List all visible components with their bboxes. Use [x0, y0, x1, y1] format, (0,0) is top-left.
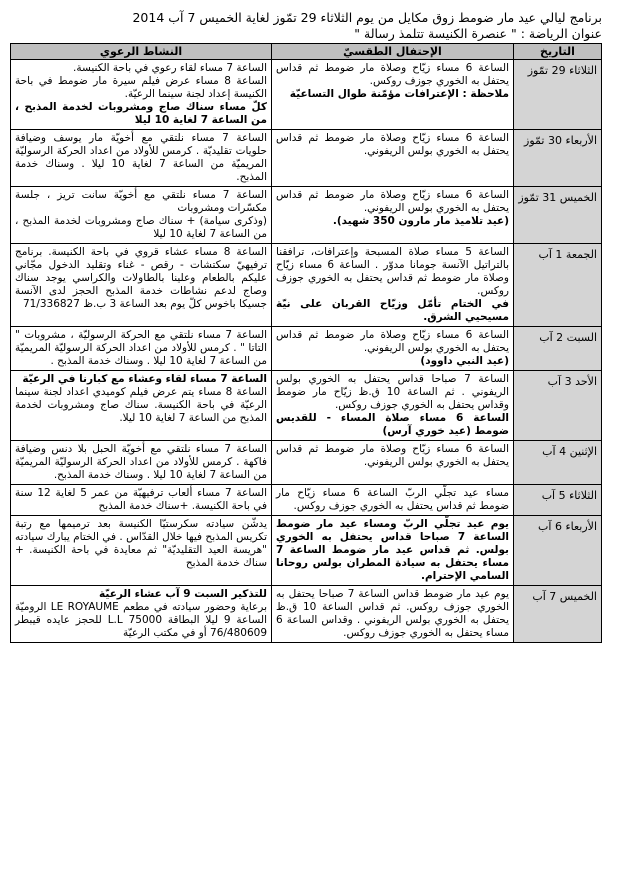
- liturgy-cell: [272, 371, 514, 441]
- table-row: [11, 244, 602, 327]
- table-row: [11, 485, 602, 516]
- row-date: الخميس 31 تمّوز: [514, 187, 602, 244]
- activity-cell: [11, 586, 272, 643]
- document-title: برنامج ليالي عيد مار ضومط زوق مكايل من يوم الثلاثاء 29 تمّوز لغاية الخميس 7 آب 2014: [132, 10, 602, 25]
- table-row: [11, 130, 602, 187]
- activity-cell: [11, 327, 272, 371]
- activity-paragraph: الساعة 7 مساء نلتقي مع أخويّة سانت تريز ، جلسة مكسّرات ومشروبات: [15, 189, 267, 214]
- row-date: الثلاثاء 5 آب: [514, 485, 602, 516]
- table-header-row: [11, 44, 602, 60]
- header-activity: النشاط الرعوي: [11, 44, 272, 60]
- activity-cell: [11, 441, 272, 485]
- activity-cell: [11, 371, 272, 441]
- activity-paragraph: يدشّن سيادته سكرستيّا الكنيسة بعد ترميمها مع رتبة تكريس المذبح فيها خلال القدّاس . في الختام يبارك سيادته "هريسة العيد التقليديّة" ثم معايدة في باحة الكنيسة. + سناك خدمة المذبح: [15, 518, 267, 569]
- row-date: الخميس 7 آب: [514, 586, 602, 643]
- liturgy-cell: [272, 586, 514, 643]
- activity-cell: [11, 187, 272, 244]
- activity-cell: [11, 130, 272, 187]
- liturgy-cell: [272, 516, 514, 586]
- liturgy-paragraph: الساعة 6 مساء زيّاح وصلاة مار ضومط ثم قداس يحتفل به الخوري بولس الريفوني.: [276, 329, 509, 354]
- activity-paragraph: كلّ مساء سناك صاج ومشروبات لخدمة المذبح ، من الساعة 7 لغاية 10 ليلا: [15, 101, 267, 126]
- table-row: [11, 441, 602, 485]
- header-date: التاريخ: [514, 44, 602, 60]
- row-date: الأربعاء 30 تمّوز: [514, 130, 602, 187]
- activity-cell: [11, 244, 272, 327]
- row-date: الثلاثاء 29 تمّوز: [514, 60, 602, 130]
- activity-paragraph: الساعة 7 مساء لقاء رعوي في باحة الكنيسة.: [73, 62, 267, 74]
- liturgy-paragraph: الساعة 6 مساء زيّاح وصلاة مار ضومط ثم قداس يحتفل به الخوري بولس الريفوني.: [276, 189, 509, 214]
- activity-paragraph: الساعة 7 مساء ألعاب ترفيهيّة من عمر 5 لغاية 12 سنة في باحة الكنيسة. +سناك خدمة المذبح: [15, 487, 267, 512]
- liturgy-cell: [272, 244, 514, 327]
- row-date: السبت 2 آب: [514, 327, 602, 371]
- table-row: [11, 586, 602, 643]
- row-date: الإثنين 4 آب: [514, 441, 602, 485]
- activity-paragraph: الساعة 8 مساء عشاء قروي في باحة الكنيسة. برنامج ترفيهيّ سكتشات - رقص - غناء وتقليد الدخول مجّاني عليكم بالطعام وعلينا بالطاولات والكراسي يوجد سناك وصاج لدعم نشاطات خدمة المذبح الحجز لدى الآنسة جسيكا باخوس كلّ يوم بعد الساعة 3 ب.ظ 71/336827: [15, 246, 268, 310]
- liturgy-cell: [272, 441, 514, 485]
- table-row: [11, 371, 602, 441]
- retreat-subtitle: عنوان الرياضة : " عنصرة الكنيسة تتلمذ رسالة ": [354, 26, 602, 41]
- schedule-body: [11, 60, 602, 643]
- liturgy-paragraph: يوم عيد تجلّي الربّ ومساء عيد مار ضومط الساعة 7 صباحا قداس يحتفل به الخوري بولس. ثم قداس عيد مار ضومط الساعة 7 مساء يحتفل به سيادة المطران بولس روحانا السامي الإحترام.: [276, 518, 509, 582]
- liturgy-cell: [272, 187, 514, 244]
- liturgy-paragraph: الساعة 6 مساء صلاة المساء - للقديس ضومط (عيد خوري آرس): [276, 412, 509, 437]
- table-row: [11, 60, 602, 130]
- activity-paragraph: الساعة 7 مساء نلتقي مع أخويّة الحبل بلا دنس وضيافة فاكهة . كرمس للأولاد من اعداد الحركة الرسوليّة المريميّة من الساعة 7 لغاية 10 ليلا . وسناك خدمة المذبح.: [15, 443, 267, 481]
- activity-paragraph: الساعة 8 مساء يتم عرض فيلم كوميدي اعداد لجنة سينما الرعيّة في باحة الكنيسة. سناك صاج ومشروبات لخدمة المذبح من الساعة 7 لغاية 10 ليلا.: [15, 386, 267, 424]
- activity-paragraph: الساعة 7 مساء نلتقي مع أخويّة مار يوسف وضيافة حلويات تقليديّة . كرمس للأولاد من اعداد الحركة الرسوليّة المريميّة من الساعة 7 لغاية 10 ليلا . وسناك خدمة المذبح.: [15, 132, 267, 183]
- liturgy-cell: [272, 130, 514, 187]
- schedule-table: [10, 43, 602, 643]
- liturgy-paragraph: (عيد النبي داوود): [420, 355, 509, 367]
- activity-paragraph: الساعة 7 مساء نلتقي مع الحركة الرسوليّة ، مشروبات " التاتا " . كرمس للأولاد من اعداد الحركة الرسوليّة المريميّة من الساعة 7 لغاية 10 ليلا . وسناك خدمة المذبح .: [15, 329, 267, 367]
- activity-cell: [11, 60, 272, 130]
- activity-paragraph: الساعة 8 مساء عرض فيلم سيرة مار ضومط في باحة الكنيسة إعداد لجنة سينما الرعيّة.: [15, 75, 267, 100]
- table-row: [11, 327, 602, 371]
- row-date: الجمعة 1 آب: [514, 244, 602, 327]
- liturgy-paragraph: الساعة 7 صباحا قداس يحتفل به الخوري بولس الريفوني . ثم الساعة 10 ق.ظ زيّاح مار ضومط وقداس يحتفل به الخوري جوزف روكس.: [276, 373, 510, 411]
- activity-paragraph: للتذكير السبت 9 آب عشاء الرعيّة: [99, 588, 267, 600]
- activity-paragraph: (وذكرى سيامة) + سناك صاج ومشروبات لخدمة المذبح ، من الساعة 7 لغاية 10 ليلا: [15, 215, 267, 240]
- liturgy-paragraph: الساعة 6 مساء زيّاح وصلاة مار ضومط ثم قداس يحتفل به الخوري بولس الريفوني.: [276, 132, 509, 157]
- liturgy-cell: [272, 60, 514, 130]
- document-header: [10, 10, 602, 42]
- liturgy-paragraph: (عيد تلاميذ مار مارون 350 شهيد).: [332, 215, 509, 227]
- liturgy-paragraph: في الختام تأمّل وزيّاح القربان على نيّة مسيحيي الشرق.: [276, 298, 509, 323]
- activity-cell: [11, 485, 272, 516]
- activity-paragraph: برعاية وحضور سيادته في مطعم LE ROYAUME الروميّة الساعة 9 ليلا البطاقة 75000 L.L للحجز عايده قيبطر 76/480609 أو في مكتب الرعيّة: [15, 601, 268, 639]
- liturgy-cell: [272, 485, 514, 516]
- liturgy-paragraph: الساعة 6 مساء زيّاح وصلاة مار ضومط ثم قداس يحتفل به الخوري بولس الريفوني.: [276, 443, 509, 468]
- liturgy-paragraph: يوم عيد مار ضومط قداس الساعة 7 صباحا يحتفل به الخوري جوزف روكس. ثم قداس الساعة 10 ق.ظ يحتفل به الخوري بولس الريفوني . وقداس الساعة 6 مساء يحتفل به الخوري جوزف روكس.: [276, 588, 509, 639]
- liturgy-paragraph: الساعة 5 مساء صلاة المسبحة وإعترافات، ترافقنا بالتراتيل الآنسة جومانا مدوّر . الساعة 6 مساء زيّاح وصلاة مار ضومط ثم قداس يحتفل به الخوري جوزف روكس.: [276, 246, 509, 297]
- row-date: الأربعاء 6 آب: [514, 516, 602, 586]
- liturgy-paragraph: الساعة 6 مساء زيّاح وصلاة مار ضومط ثم قداس يحتفل به الخوري جوزف روكس.: [276, 62, 509, 87]
- activity-cell: [11, 516, 272, 586]
- table-row: [11, 187, 602, 244]
- liturgy-paragraph: ملاحظة : الإعترافات مؤمّنة طوال التساعيّة: [289, 88, 509, 100]
- liturgy-paragraph: مساء عيد تجلّي الربّ الساعة 6 مساء زيّاح مار ضومط ثم قداس يحتفل به الخوري جوزف روكس.: [276, 487, 509, 512]
- activity-paragraph: الساعة 7 مساء لقاء وعشاء مع كبارنا في الرعيّة: [22, 373, 267, 385]
- row-date: الأحد 3 آب: [514, 371, 602, 441]
- liturgy-cell: [272, 327, 514, 371]
- header-liturgy: الإحتفال الطقسيّ: [272, 44, 514, 60]
- table-row: [11, 516, 602, 586]
